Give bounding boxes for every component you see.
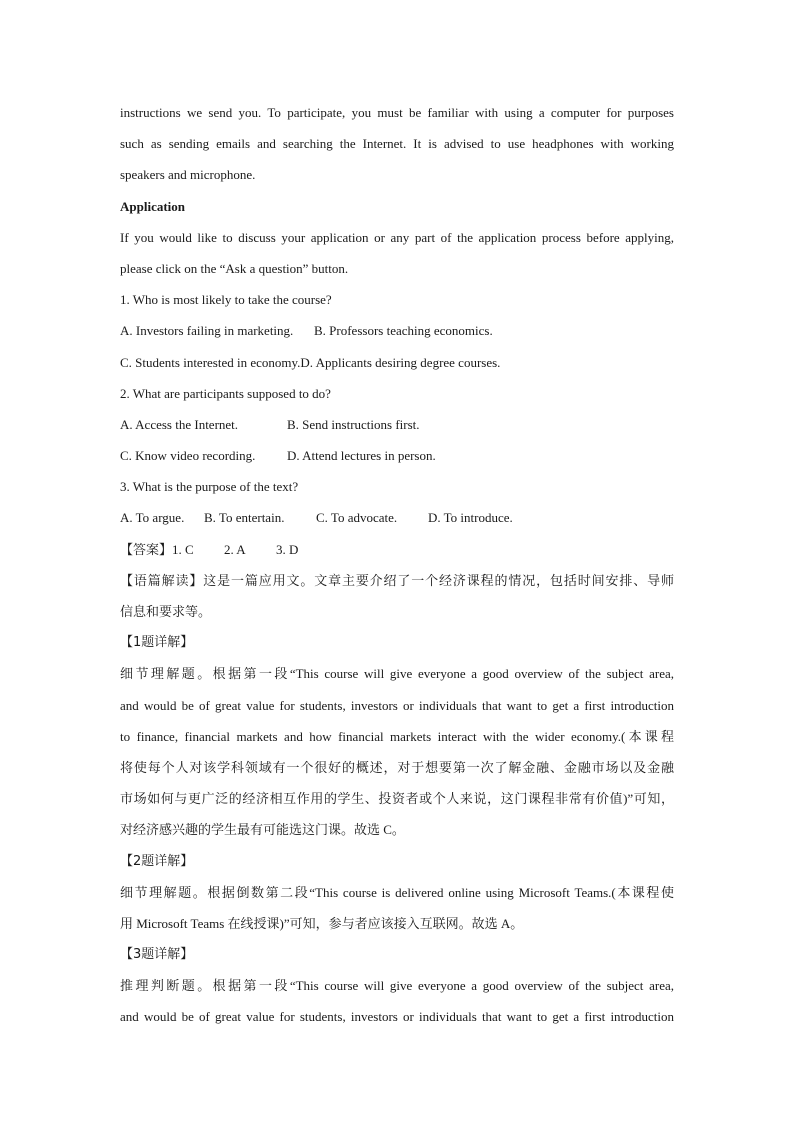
answer-2: 2. A [224,541,246,557]
answer-line [120,534,674,565]
question-options [120,315,674,346]
answer-label: 【答案】 [120,542,173,558]
explanation-line: and would be of great value for students, investors or individuals that want to get a first introduction [120,1009,674,1025]
explanation-line: 对经济感兴趣的学生最有可能选这门课。故选 C。 [120,822,405,838]
option-b: B. Send instructions first. [287,416,420,432]
application-line: please click on the “Ask a question” button. [120,260,349,276]
application-line: If you would like to discuss your application or any part of the application process before applying, [120,229,674,245]
option-c: C. Know video recording. [120,448,256,464]
interpretation-text: 这是一篇应用文。文章主要介绍了一个经济课程的情况，包括时间安排、导师 [203,572,674,588]
question-options [120,440,674,471]
application-heading: Application [120,198,186,214]
option-b: B. Professors teaching economics. [314,323,493,339]
explanation-line: and would be of great value for students, investors or individuals that want to get a first introduction [120,697,674,713]
answer-1: 1. C [172,541,194,557]
explanation-line: to finance, financial markets and how financial markets interact with the wider economy.(本课程 [120,728,674,744]
explanation-line: 细节理解题。根据倒数第二段“This course is delivered online using Microsoft Teams.(本课程使 [120,884,674,900]
option-c: C. Students interested in economy. [120,354,301,370]
interpretation-line: 信息和要求等。 [120,604,212,619]
option-a: A. Investors failing in marketing. [120,323,294,339]
explanation-line: 将使每个人对该学科领域有一个很好的概述，对于想要第一次了解金融、金融市场以及金融 [120,759,674,775]
option-c: C. To advocate. [316,510,398,526]
question-options [120,409,674,440]
option-d: D. To introduce. [428,510,513,526]
question-options [120,502,674,533]
explanation-heading: 【3题详解】 [120,947,194,963]
interpretation-line [120,565,674,596]
option-d: D. Applicants desiring degree courses. [300,354,501,370]
option-b: B. To entertain. [204,510,285,526]
question-options [120,347,674,378]
explanation-line: 细节理解题。根据第一段“This course will give everyone a good overview of the subject area, [120,666,674,682]
passage-line: speakers and microphone. [120,167,256,183]
question-stem: 3. What is the purpose of the text? [120,479,299,495]
explanation-line: 市场如何与更广泛的经济相互作用的学生、投资者或个人来说，这门课程非常有价值)”可知， [120,791,674,807]
explanation-line: 用 Microsoft Teams 在线授课)”可知，参与者应该接入互联网。故选 A。 [120,915,524,931]
option-d: D. Attend lectures in person. [287,448,436,464]
passage-line: instructions we send you. To participate, you must be familiar with using a computer for purposes [120,105,674,120]
document-page [120,97,674,1033]
option-a: A. To argue. [120,510,185,526]
question-stem: 2. What are participants supposed to do? [120,385,331,401]
explanation-line: 推理判断题。根据第一段“This course will give everyone a good overview of the subject area, [120,978,674,994]
option-a: A. Access the Internet. [120,416,239,432]
question-stem: 1. Who is most likely to take the course? [120,292,332,308]
explanation-heading: 【1题详解】 [120,635,194,651]
explanation-heading: 【2题详解】 [120,853,194,869]
interpretation-label: 【语篇解读】 [120,573,204,589]
answer-3: 3. D [276,541,299,557]
passage-line: such as sending emails and searching the Internet. It is advised to use headphones with working [120,136,674,152]
